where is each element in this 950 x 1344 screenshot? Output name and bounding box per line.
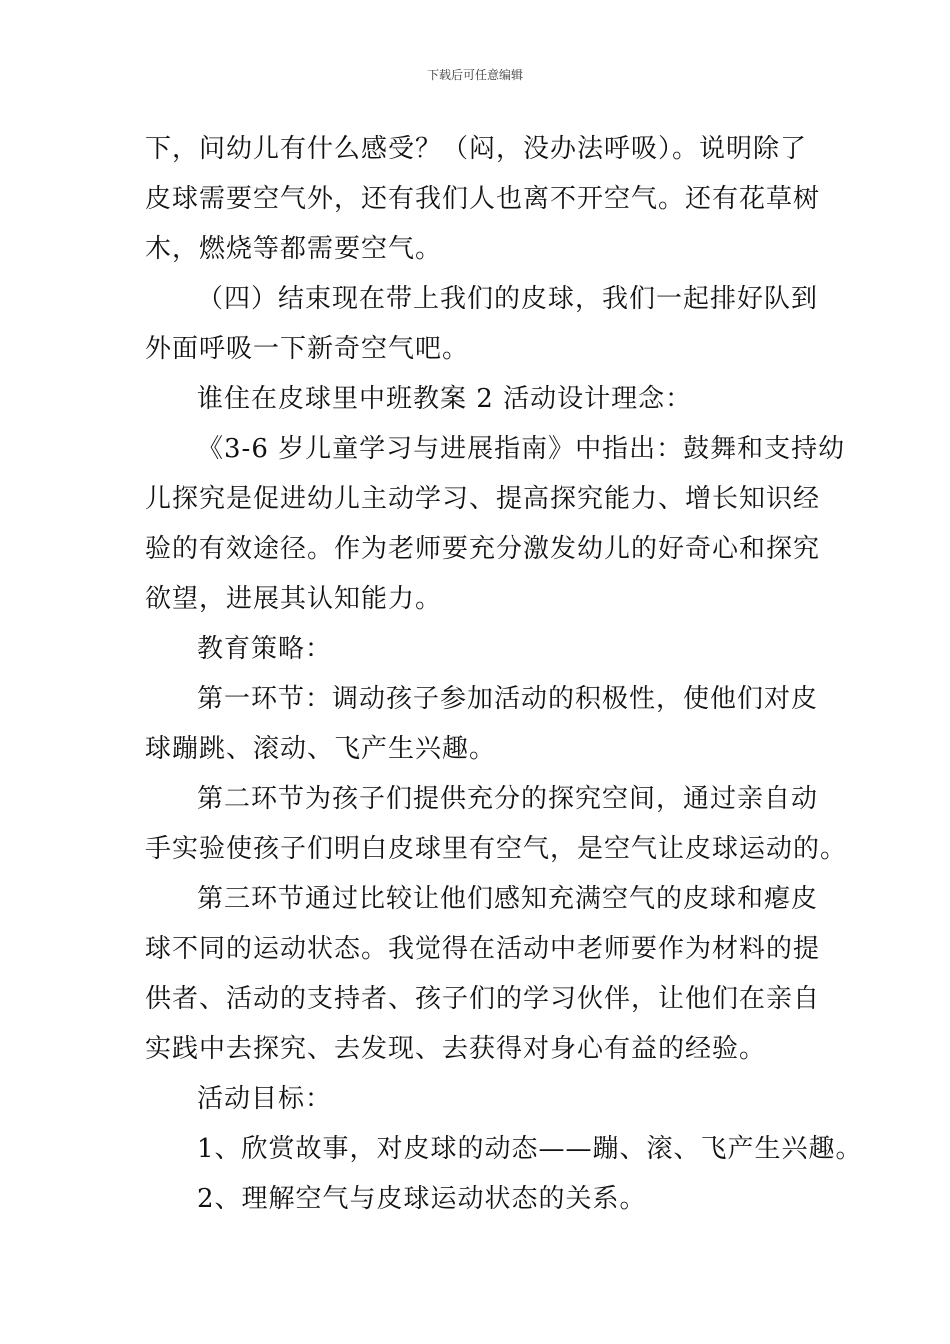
text-line: 欲望，进展其认知能力。: [145, 584, 443, 614]
text-line: 外面呼吸一下新奇空气吧。: [145, 334, 470, 364]
text-line: 谁住在皮球里中班教案 2 活动设计理念：: [197, 384, 693, 414]
text-line: 活动目标：: [197, 1084, 333, 1114]
text-line: 第三环节通过比较让他们感知充满空气的皮球和瘪皮: [197, 884, 819, 914]
text-line: 第一环节：调动孩子参加活动的积极性，使他们对皮: [197, 684, 819, 714]
text-line: 2、理解空气与皮球运动状态的关系。: [197, 1184, 647, 1214]
text-line: 下，问幼儿有什么感受？（闷，没办法呼吸）。说明除了: [145, 134, 808, 164]
text-line: 1、欣赏故事，对皮球的动态——蹦、滚、飞产生兴趣。: [197, 1134, 863, 1164]
text-line: （四）结束现在带上我们的皮球，我们一起排好队到: [197, 284, 819, 314]
text-line: 第二环节为孩子们提供充分的探究空间，通过亲自动: [197, 784, 819, 814]
text-line: 儿探究是促进幼儿主动学习、提高探究能力、增长知识经: [145, 484, 821, 514]
text-line: 《3-6 岁儿童学习与进展指南》中指出：鼓舞和支持幼: [197, 434, 846, 464]
text-line: 教育策略：: [197, 634, 333, 664]
text-line: 验的有效途径。作为老师要充分激发幼儿的好奇心和探究: [145, 534, 821, 564]
text-line: 木，燃烧等都需要空气。: [145, 234, 443, 264]
text-line: 手实验使孩子们明白皮球里有空气，是空气让皮球运动的。: [145, 834, 848, 864]
page-header-note: 下载后可任意编辑: [426, 68, 523, 82]
text-line: 供者、活动的支持者、孩子们的学习伙伴，让他们在亲自: [145, 984, 821, 1014]
text-line: 球蹦跳、滚动、飞产生兴趣。: [145, 734, 497, 764]
text-line: 球不同的运动状态。我觉得在活动中老师要作为材料的提: [145, 934, 821, 964]
text-line: 实践中去探究、去发现、去获得对身心有益的经验。: [145, 1034, 767, 1064]
text-line: 皮球需要空气外，还有我们人也离不开空气。还有花草树: [145, 184, 821, 214]
